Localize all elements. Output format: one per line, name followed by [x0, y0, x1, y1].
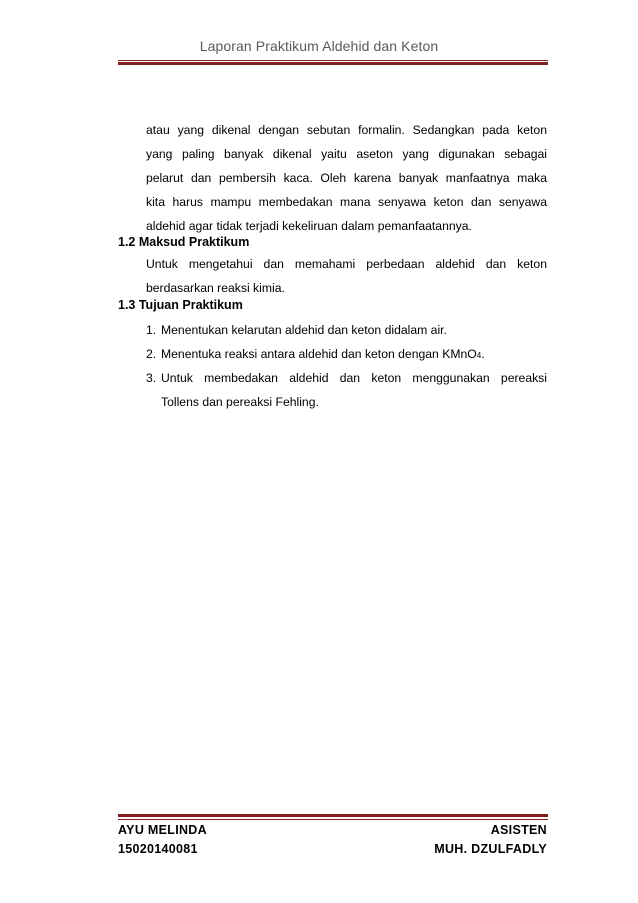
paragraph-line: atau yang dikenal dengan sebutan formalin. Sedangkan pada keton [146, 123, 547, 137]
subscript: 4 [476, 351, 482, 360]
section-heading-tujuan: 1.3 Tujuan Praktikum [118, 298, 243, 312]
list-item-text: Menentukan kelarutan aldehid dan keton didalam air. [161, 323, 447, 337]
header-title: Laporan Praktikum Aldehid dan Keton [199, 38, 439, 54]
paragraph-line: aldehid agar tidak terjadi kekeliruan dalam pemanfaatannya. [146, 219, 472, 233]
section-heading-maksud: 1.2 Maksud Praktikum [118, 235, 250, 249]
maksud-paragraph [146, 252, 547, 300]
footer-author-name: AYU MELINDA [118, 823, 207, 837]
paragraph-line: berdasarkan reaksi kimia. [146, 281, 285, 295]
list-item-suffix: . [481, 347, 485, 361]
list-item-number: 3. [146, 371, 157, 385]
header-rule-thick [118, 62, 548, 65]
list-item-text: Untuk membedakan aldehid dan keton menggunakan pereaksi [161, 371, 547, 385]
list-item-text-main: Menentuka reaksi antara aldehid dan keton dengan KMnO [161, 347, 477, 361]
footer-rule-thin [118, 819, 548, 820]
footer-rule-thick [118, 814, 548, 817]
paragraph-line: kita harus mampu membedakan mana senyawa keton dan senyawa [146, 195, 547, 209]
header-rule-thin [118, 60, 548, 61]
intro-paragraph [146, 118, 547, 238]
list-item-number: 1. [146, 323, 157, 337]
paragraph-line: Untuk mengetahui dan memahami perbedaan aldehid dan keton [146, 257, 547, 271]
footer-assistant-role: ASISTEN [490, 823, 547, 837]
list-item-text: Tollens dan pereaksi Fehling. [161, 395, 319, 409]
paragraph-line: yang paling banyak dikenal yaitu aseton yang digunakan sebagai [146, 147, 547, 161]
footer-assistant-name: MUH. DZULFADLY [434, 842, 547, 856]
paragraph-line: pelarut dan pembersih kaca. Oleh karena banyak manfaatnya maka [146, 171, 547, 185]
footer-author-id: 15020140081 [118, 842, 198, 856]
list-item-number: 2. [146, 347, 157, 361]
list-item-text [161, 342, 547, 366]
